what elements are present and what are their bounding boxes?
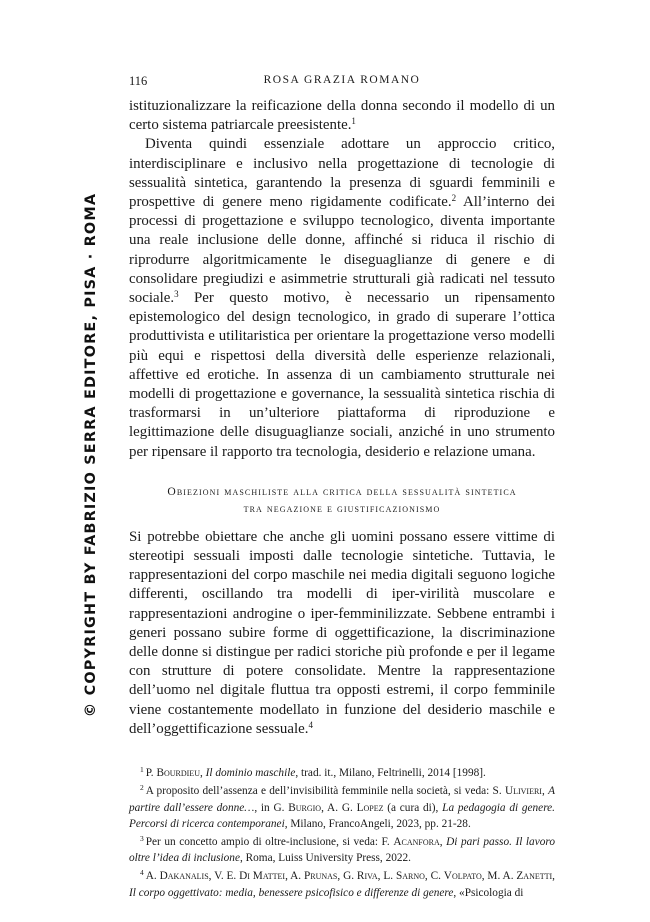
author-name: Acanfora: [393, 835, 440, 848]
footnote-ref: 2: [451, 193, 457, 204]
footnote-text: , A. G.: [321, 801, 357, 814]
work-title: La pedagogia di genere. Percorsi di ricerca contemporanei: [129, 801, 556, 830]
author-name: Bourdieu: [156, 767, 200, 780]
author-name: Riva: [356, 870, 378, 883]
footnote: [129, 783, 555, 832]
footnote-text: Per un concetto ampio di oltre-inclusione, si veda: F.: [145, 835, 394, 848]
author-name: Zanetti: [516, 870, 553, 883]
footnote-text: ,: [199, 767, 206, 780]
copyright-text: © COPYRIGHT BY FABRIZIO SERRA EDITORE, PISA · ROMA: [83, 192, 99, 718]
paragraph-text: Per questo motivo, è necessario un ripensamento epistemologico del design tecnologico, in grado di superare l’ottica produttivista e utilitaristica per orientare la progettazione verso modelli più equi e rispettosi della diversità delle esperienze relazionali, affettive ed erotiche. In assenza di un cambiamento strutturale nei modelli di progettazione e governance, la sessualità sintetica rischia di trasformarsi in un’ulteriore piattaforma di riproduzione e legittimazione delle disuguaglianze sociali, anziché in uno strumento per ripensare il rapporto tra tecnologia, desiderio e relazione umana.: [129, 290, 555, 460]
work-title: Il dominio maschile: [205, 767, 296, 780]
footnote-number: 2: [140, 783, 144, 793]
author-name: Prunas: [303, 870, 338, 883]
paragraph: [129, 528, 555, 739]
footnote-ref: 3: [174, 289, 179, 300]
footnote-text: ,: [552, 870, 555, 883]
footnote-text: A.: [145, 870, 160, 883]
footnote-text: , in G.: [254, 801, 289, 814]
footnote-text: , trad. it., Milano, Feltrinelli, 2014 [1998].: [295, 767, 486, 780]
footnote-text: P.: [145, 767, 157, 780]
author-name: Volpato: [443, 870, 482, 883]
footnote-number: 3: [140, 833, 144, 843]
running-head: ROSA GRAZIA ROMANO: [263, 74, 421, 86]
footnote-text: , Roma, Luiss University Press, 2022.: [239, 852, 411, 865]
paragraph-text: Si potrebbe obiettare che anche gli uomini possano essere vittime di stereotipi sessuali imposti dalle tecnologie sintetiche. Tuttavia, le rappresentazioni del corpo maschile nei media digitali seguono logiche differenti, oscillando tra modelli di iper-virilità muscolare e rappresentazioni androgine o iper-femminilizzate. Sebbene entrambi i generi possano subire forme di oggettificazione, la discriminazione delle donne si distingue per radici storiche più profonde e per il legame con strutture di potere consolidate. Mentre la rappresentazione dell’uomo nel digitale fluttua tra opposti estremi, il corpo femminile viene costantemente modellato in funzione del desiderio maschile e dell’oggettificazione sessuale.: [129, 528, 555, 737]
footnote-text: , «Psicologia di: [453, 886, 524, 899]
footnote-text: , Milano, FrancoAngeli, 2023, pp. 21-28.: [284, 817, 471, 830]
paragraph-text: All’interno dei processi di progettazione e sviluppo tecnologico, diventa importante una reale inclusione delle donne, affinché si riduca il rischio di riprodurre algoritmicamente le diseguaglianze di genere e di consolidare pregiudizi e asimmetrie strutturali già radicati nel tessuto sociale.: [129, 194, 556, 307]
paragraph: [129, 135, 555, 461]
footnote-ref: 1: [351, 116, 356, 127]
paragraph-continuation: [129, 97, 555, 135]
footnote-text: A proposito dell’assenza e dell’invisibilità femminile nella società, si veda: S.: [145, 785, 505, 798]
footnote-number: 4: [140, 868, 144, 878]
footnote-text: , G.: [337, 870, 357, 883]
work-title: A partire dall’essere donne…: [129, 785, 555, 814]
footnotes: [129, 765, 555, 901]
paragraph-text: istituzionalizzare la reificazione della donna secondo il modello di un certo sistema patriarcale preesistente.: [129, 98, 555, 134]
author-name: Ulivieri: [504, 785, 542, 798]
author-name: Lopez: [356, 801, 384, 814]
footnote-text: ,: [439, 835, 447, 848]
footnote: [129, 868, 555, 900]
author-name: Dakanalis: [159, 870, 209, 883]
author-name: Burgio: [288, 801, 322, 814]
page-body: [129, 97, 555, 903]
footnote-ref: 4: [308, 719, 313, 730]
footnote-text: , A.: [285, 870, 304, 883]
copyright-margin-notice: [81, 192, 101, 718]
footnote-text: , L.: [377, 870, 396, 883]
footnote-number: 1: [140, 765, 144, 775]
footnote-text: , V. E.: [208, 870, 240, 883]
footnote-text: ,: [541, 785, 549, 798]
footnote: [129, 765, 555, 781]
section-heading-line: Obiezioni maschiliste alla critica della sessualità sintetica: [167, 484, 517, 498]
footnote: [129, 834, 555, 866]
author-name: Sarno: [395, 870, 425, 883]
footnote-text: (a cura di),: [383, 801, 443, 814]
footnote-text: , M. A.: [481, 870, 517, 883]
section-heading: [129, 483, 555, 517]
author-name: Di Mattei: [239, 870, 286, 883]
section-heading-line: tra negazione e giustificazionismo: [243, 501, 441, 515]
paragraph-text: Diventa quindi essenziale adottare un approccio critico, interdisciplinare e inclusivo nella progettazione di tecnologie di sessualità sintetica, garantendo la presenza di sguardi femminili e prospettive di genere meno rigidamente codificate.: [129, 136, 555, 211]
page-number: 116: [129, 74, 148, 88]
work-title: Di pari passo. Il lavoro oltre l’idea di inclusione: [129, 835, 555, 865]
work-title: Il corpo oggettivato: media, benessere psicofisico e differenze di genere: [129, 886, 454, 899]
page-header: [129, 74, 555, 90]
footnote-text: , C.: [424, 870, 444, 883]
